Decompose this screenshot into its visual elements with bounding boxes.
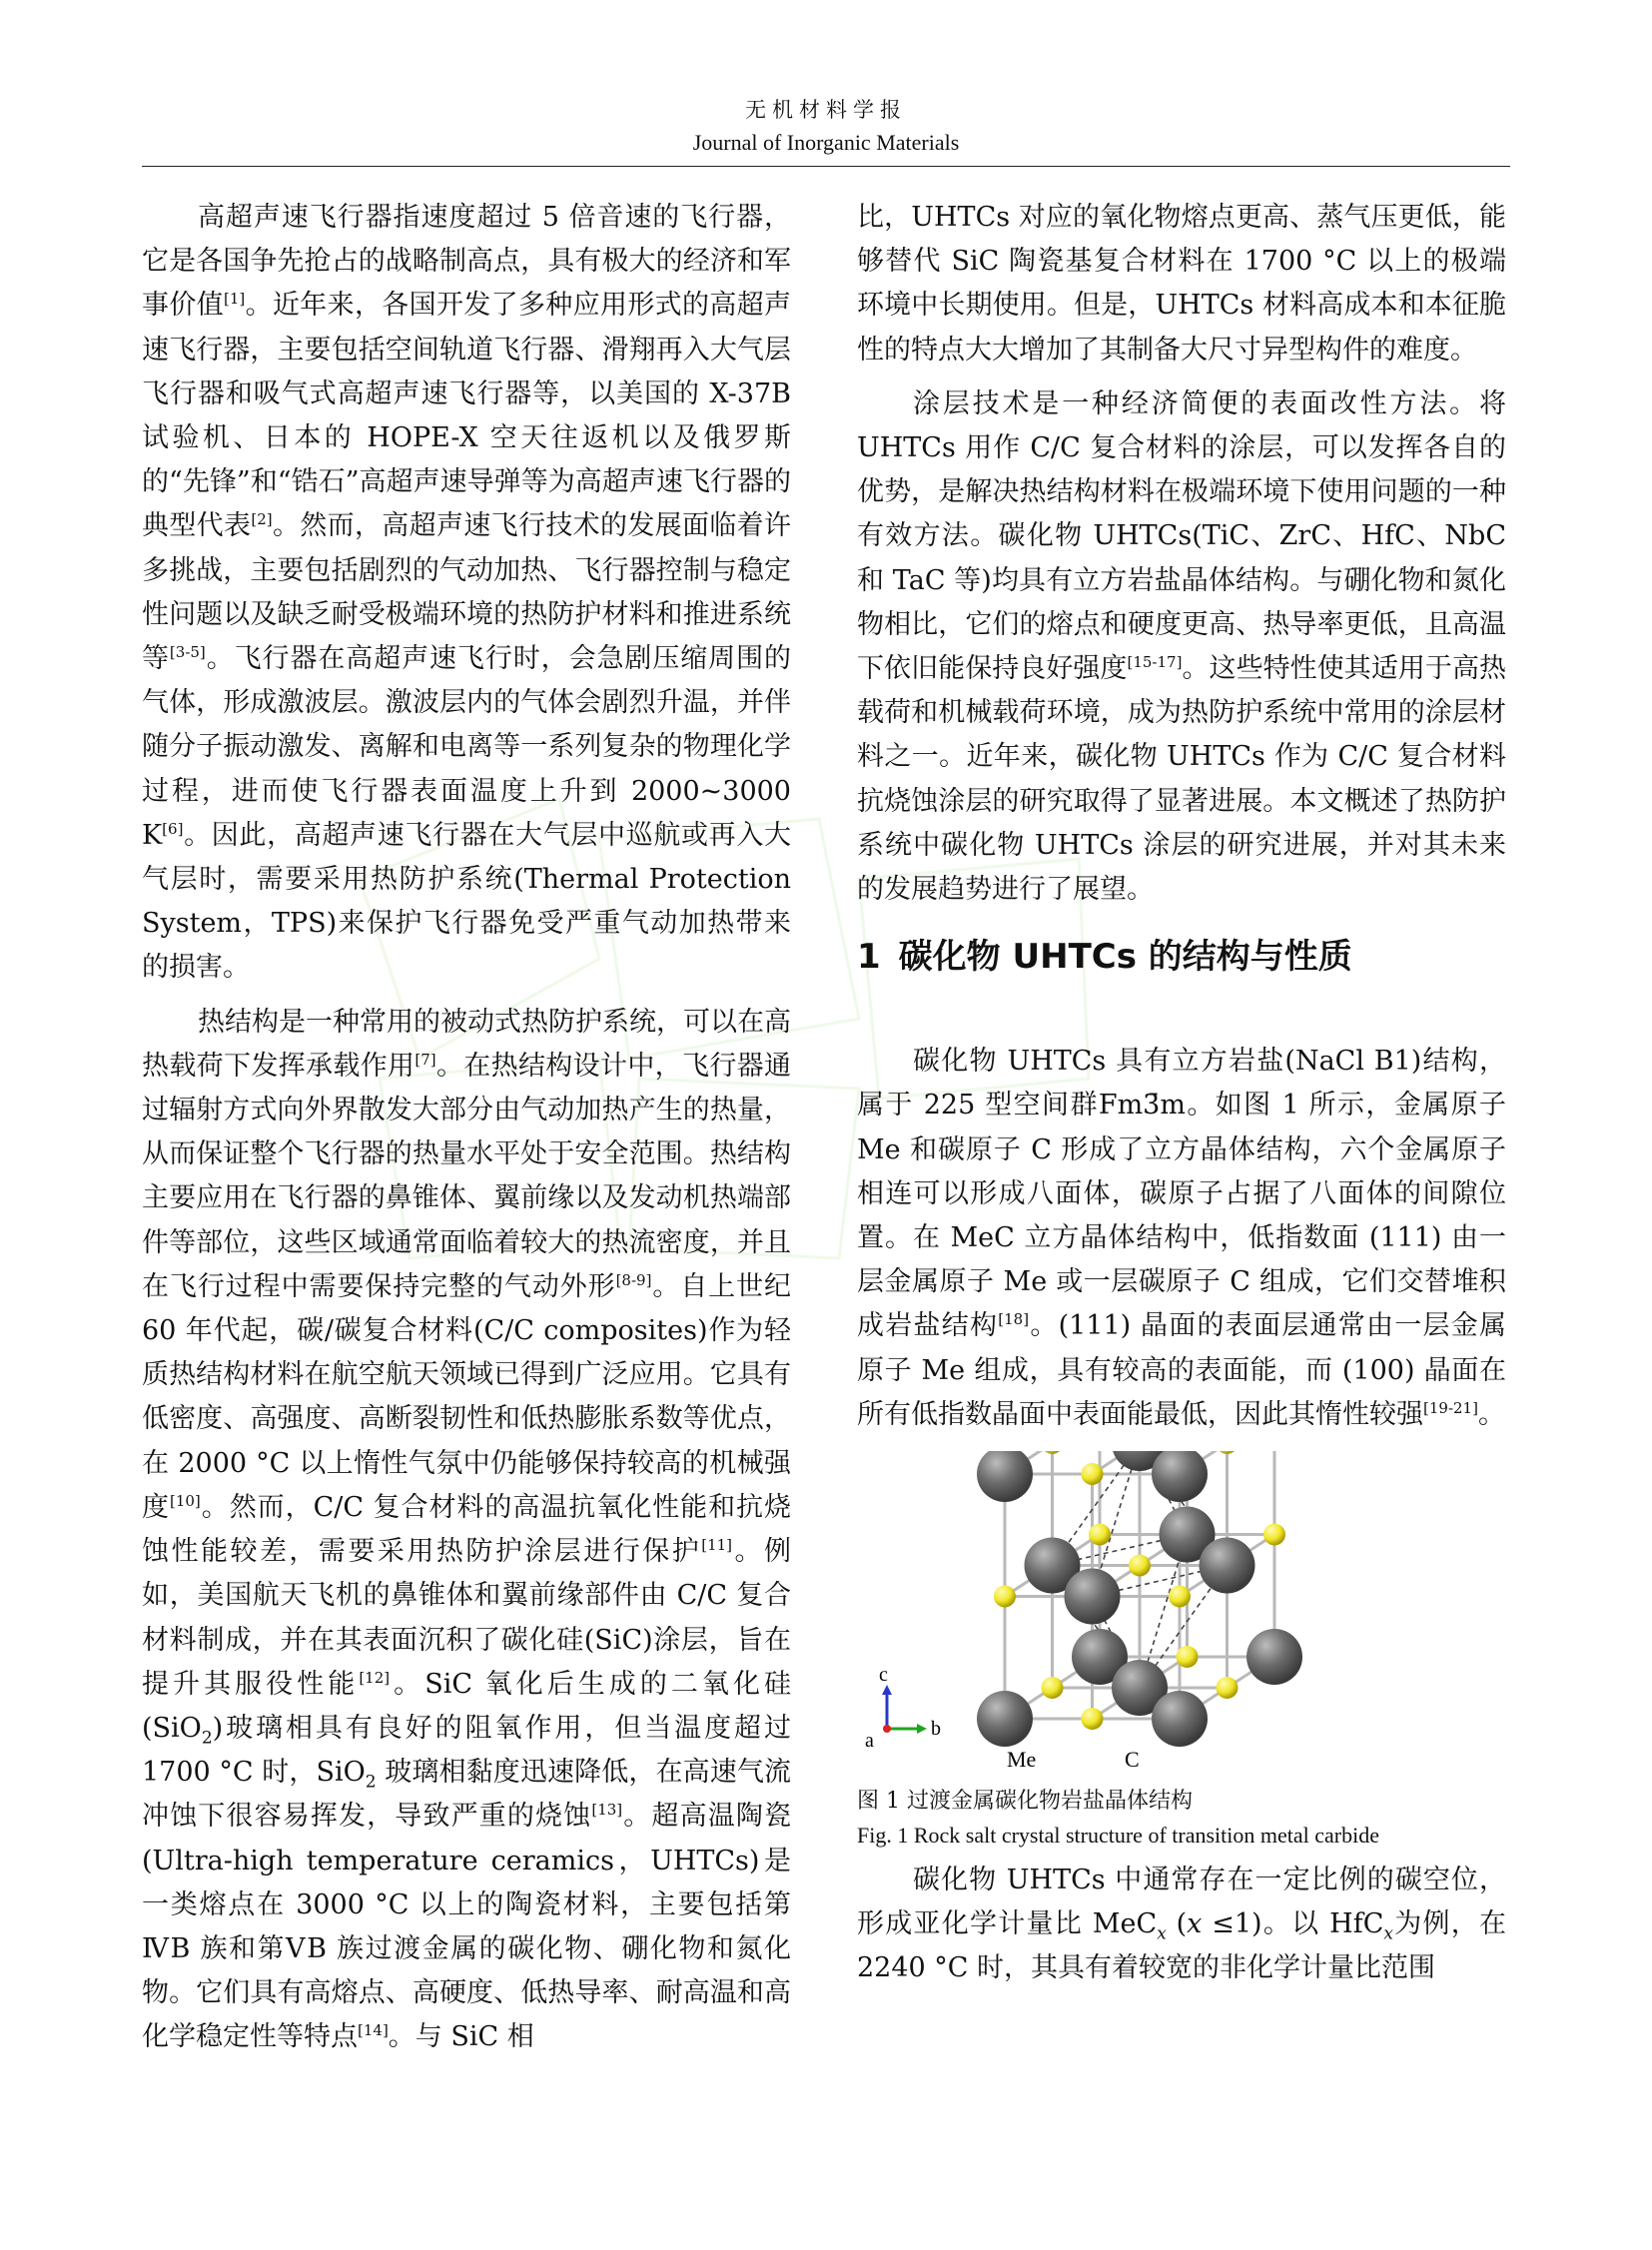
journal-header-en: Journal of Inorganic Materials [692, 130, 960, 155]
metal-atom [1065, 1569, 1121, 1625]
citation: [12] [359, 1668, 391, 1687]
variable-x: x [1157, 1923, 1167, 1944]
carbon-atom [1082, 1708, 1104, 1730]
crystal-structure-figure [857, 1451, 1506, 1781]
citation: [3-5] [169, 643, 206, 662]
citation: [10] [169, 1491, 201, 1510]
citation: [6] [162, 819, 184, 838]
header-rule [142, 166, 1510, 167]
metal-atom [1152, 1691, 1208, 1747]
paragraph: 碳化物 UHTCs 具有立方岩盐(NaCl B1)结构，属于 225 型空间群Fm3̄m。如图 1 所示，金属原子 Me 和碳原子 C 形成了立方晶体结构，六个金属原子相连可以形成八面体，碳原子占据了八面体的间隙位置。在 MeC 立方晶体结构中，低指数面 (111) 由一层金属原子 Me 或一层碳原子 C 组成，它们交替堆积成岩盐结构[18]。(111) 晶面的表面层通常由一层金属原子 Me 组成，具有较高的表面能，而 (100) 晶面在所有低指数晶面中表面能最低，因此其惰性较强[19-21]。 [857, 1046, 1507, 1430]
variable-x: x [1187, 1908, 1203, 1940]
carbon-atom [1217, 1451, 1239, 1454]
section-heading [857, 932, 1506, 982]
citation: [18] [998, 1310, 1030, 1329]
citation: [13] [591, 1801, 623, 1820]
axis-b-arrowhead [917, 1724, 927, 1734]
metal-atom [977, 1691, 1033, 1747]
metal-atom [1200, 1538, 1255, 1594]
citation: [7] [414, 1050, 436, 1069]
citation: [14] [358, 2021, 389, 2040]
citation: [2] [251, 510, 273, 529]
citation: [11] [701, 1536, 733, 1555]
axis-a-dot [883, 1725, 891, 1733]
legend-c-label: C [1125, 1747, 1140, 1773]
subscript: 2 [365, 1772, 377, 1793]
carbon-atom [1082, 1463, 1104, 1485]
carbon-atom [1169, 1586, 1191, 1608]
left-column [142, 196, 791, 2060]
paragraph: 涂层技术是一种经济简便的表面改性方法。将 UHTCs 用作 C/C 复合材料的涂层，可以发挥各自的优势，是解决热结构材料在极端环境下使用问题的一种有效方法。碳化物 UHTCs(TiC、ZrC、HfC、NbC 和 TaC 等)均具有立方岩盐晶体结构。与硼化物和氮化物相比，它们的熔点和硬度更高、热导率更低，且高温下依旧能保持良好强度[15-17]。这些特性使其适用于高热载荷和机械载荷环境，成为热防护系统中常用的涂层材料之一。近年来，碳化物 UHTCs 作为 C/C 复合材料抗烧蚀涂层的研究取得了显著进展。本文概述了热防护系统中碳化物 UHTCs 涂层的研究进展，并对其未来的发展趋势进行了展望。 [857, 387, 1507, 906]
citation: [8-9] [615, 1270, 652, 1289]
axis-a-label: a [865, 1730, 874, 1753]
paragraph: 碳化物 UHTCs 中通常存在一定比例的碳空位，形成亚化学计量比 MeC$_x$ (x ≤1)。以 HfC$_x$为例，在 2240 °C 时，其具有着较宽的非化学计量比范围 [857, 1865, 1506, 1984]
axis-b-label: b [931, 1718, 941, 1741]
carbon-atom [1263, 1524, 1285, 1546]
carbon-atom [1129, 1555, 1151, 1577]
figure-caption-en: Fig. 1 Rock salt crystal structure of transition metal carbide [857, 1823, 1379, 1849]
citation: [1] [224, 290, 246, 309]
section-title: 碳化物 UHTCs 的结构与性质 [898, 937, 1352, 978]
section-number: 1 [857, 937, 881, 978]
carbon-atom [1089, 1524, 1111, 1546]
journal-header-cn: 无机材料学报 [745, 98, 907, 122]
figure-caption-cn: 图 1 过渡金属碳化物岩盐晶体结构 [857, 1789, 1193, 1815]
citation: [15-17] [1127, 653, 1183, 672]
axis-c-label: c [879, 1664, 888, 1687]
variable-x: x [1383, 1923, 1393, 1944]
carbon-atom [1042, 1451, 1064, 1454]
subscript: 2 [201, 1728, 213, 1749]
carbon-atom [1177, 1646, 1199, 1668]
carbon-atom [1042, 1677, 1064, 1699]
carbon-atom [1217, 1677, 1239, 1699]
metal-atom [1152, 1451, 1208, 1502]
paragraph: 高超声速飞行器指速度超过 5 倍音速的飞行器，它是各国争先抢占的战略制高点，具有极大的经济和军事价值[1]。近年来，各国开发了多种应用形式的高超声速飞行器，主要包括空间轨道飞行器、滑翔再入大气层飞行器和吸气式高超声速飞行器等，以美国的 X-37B 试验机、日本的 HOPE-X 空天往返机以及俄罗斯的“先锋”和“锆石”高超声速导弹等为高超声速飞行器的典型代表[2]。然而，高超声速飞行技术的发展面临着许多挑战，主要包括剧烈的气动加热、飞行器控制与稳定性问题以及缺乏耐受极端环境的热防护材料和推进系统等[3-5]。飞行器在高超声速飞行时，会急剧压缩周围的气体，形成激波层。激波层内的气体会剧烈升温，并伴随分子振动激发、离解和电离等一系列复杂的物理化学过程，进而使飞行器表面温度上升到 2000~3000 K[6]。因此，高超声速飞行器在大气层中巡航或再入大气层时，需要采用热防护系统(Thermal Protection System，TPS)来保护飞行器免受严重气动加热带来的损害。 [142, 202, 792, 984]
paragraph: 比，UHTCs 对应的氧化物熔点更高、蒸气压更低，能够替代 SiC 陶瓷基复合材料在 1700 °C 以上的极端环境中长期使用。但是，UHTCs 材料高成本和本征脆性的特点大大增加了其制备大尺寸异型构件的难度。 [857, 202, 1506, 366]
citation: [19-21] [1423, 1398, 1478, 1417]
axis-c-arrowhead [882, 1685, 892, 1695]
right-column [857, 196, 1506, 1991]
carbon-atom [994, 1586, 1016, 1608]
metal-atom [977, 1451, 1033, 1502]
legend-me-label: Me [1007, 1747, 1037, 1773]
paragraph: 热结构是一种常用的被动式热防护系统，可以在高热载荷下发挥承载作用[7]。在热结构设计中，飞行器通过辐射方式向外界散发大部分由气动加热产生的热量，从而保证整个飞行器的热量水平处于安全范围。热结构主要应用在飞行器的鼻锥体、翼前缘以及发动机热端部件等部位，这些区域通常面临着较大的热流密度，并且在飞行过程中需要保持完整的气动外形[8-9]。自上世纪 60 年代起，碳/碳复合材料(C/C composites)作为轻质热结构材料在航空航天领域已得到广泛应用。它具有低密度、高强度、高断裂韧性和低热膨胀系数等优点，在 2000 °C 以上惰性气氛中仍能够保持较高的机械强度[10]。然而，C/C 复合材料的高温抗氧化性能和抗烧蚀性能较差，需要采用热防护涂层进行保护[11]。例如，美国航天飞机的鼻锥体和翼前缘部件由 C/C 复合材料制成，并在其表面沉积了碳化硅(SiC)涂层，旨在提升其服役性能[12]。SiC 氧化后生成的二氧化硅(SiO$_2$)玻璃相具有良好的阻氧作用，但当温度超过 1700 °C 时，SiO$_2$ 玻璃相黏度迅速降低，在高速气流冲蚀下很容易挥发，导致严重的烧蚀[13]。超高温陶瓷(Ultra-high temperature ceramics，UHTCs)是一类熔点在 3000 °C 以上的陶瓷材料，主要包括第ⅣB 族和第ⅤB 族过渡金属的碳化物、硼化物和氮化物。它们具有高熔点、高硬度、低热导率、耐高温和高化学稳定性等特点[14]。与 SiC 相 [142, 1006, 792, 2053]
rock-salt-diagram [857, 1451, 1506, 1781]
metal-atom [1246, 1629, 1302, 1685]
